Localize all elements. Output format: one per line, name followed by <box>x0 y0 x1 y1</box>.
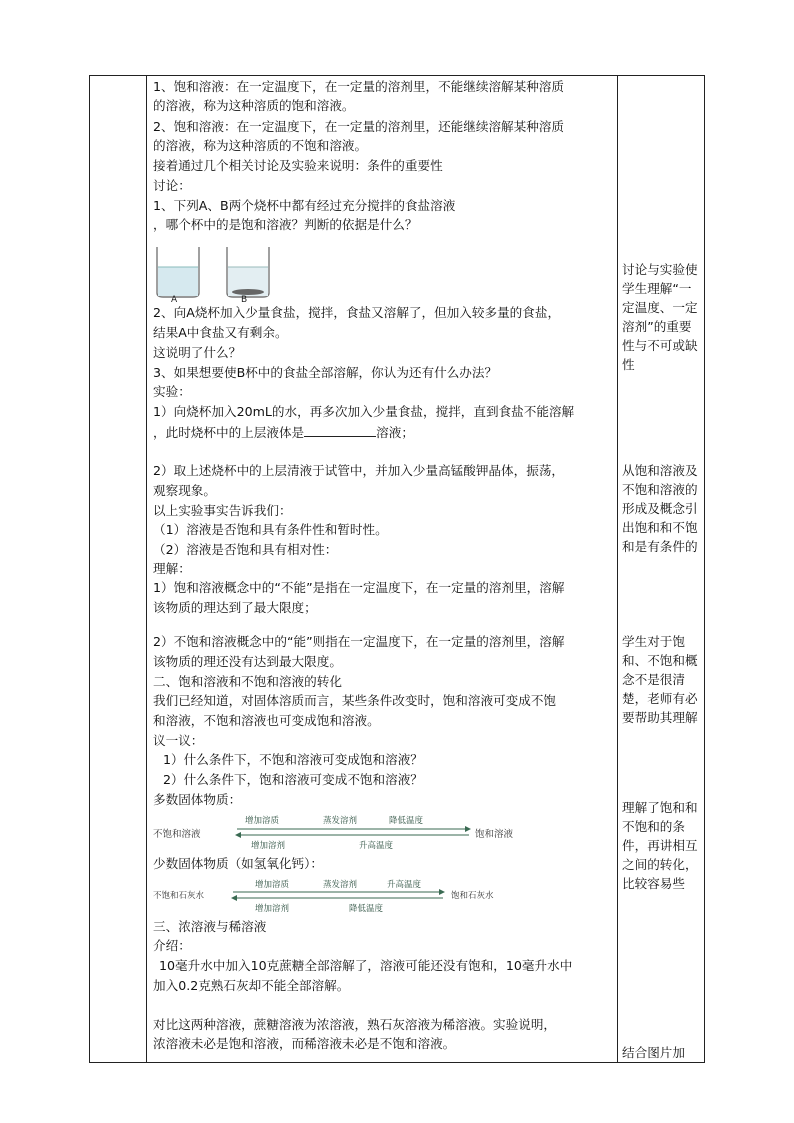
teaching-note: 学生对于饱和、不饱和概念不是很清楚，老师有必要帮助其理解 <box>622 634 698 725</box>
text-line: 加入0.2克熟石灰却不能全部溶解。 <box>153 978 350 993</box>
text-line: 少数固体物质（如氢氧化钙）： <box>153 856 324 871</box>
text-line: （2）溶液是否饱和具有相对性： <box>153 542 338 557</box>
arrow-pair <box>231 889 445 901</box>
text-line: 10毫升水中加入10克蔗糖全部溶解了，溶液可能还没有饱和，10毫升水中 <box>159 958 573 973</box>
lesson-table <box>89 75 705 1063</box>
diagram-left-label: 不饱和溶液 <box>153 829 201 840</box>
text-line: 理解： <box>153 561 191 576</box>
conversion-diagram-2 <box>153 878 533 912</box>
text-line: 2）什么条件下，饱和溶液可变成不饱和溶液？ <box>163 772 423 787</box>
text-line: ，此时烧杯中的上层液体是 溶液； <box>153 425 414 440</box>
text-line: 对比这两种溶液，蔗糖溶液为浓溶液，熟石灰溶液为稀溶液。实验说明， <box>153 1017 556 1032</box>
text-line: 这说明了什么？ <box>153 345 242 360</box>
text-line: ，哪个杯中的是饱和溶液？判断的依据是什么？ <box>153 217 418 232</box>
arrow-label: 增加溶剂 <box>251 841 286 851</box>
text-line: 讨论： <box>153 178 191 193</box>
section-heading: 二、饱和溶液和不饱和溶液的转化 <box>153 674 342 689</box>
arrow-label: 降低温度 <box>389 816 424 826</box>
arrow-label: 蒸发溶剂 <box>323 880 358 890</box>
text-line: 的溶液，称为这种溶质的饱和溶液。 <box>153 98 355 113</box>
arrow-pair <box>235 826 471 838</box>
arrow-label: 升高温度 <box>359 841 394 851</box>
text-line: 3、如果想要使B杯中的食盐全部溶解，你认为还有什么办法？ <box>153 365 498 380</box>
text-line: 观察现象。 <box>153 483 216 498</box>
text-line: 议一议： <box>153 733 204 748</box>
text-line: 该物质的理达到了最大限度； <box>153 600 317 615</box>
diagram-left-label: 不饱和石灰水 <box>153 891 205 901</box>
beaker-b-label: B <box>241 295 248 303</box>
text-line: 以上实验事实告诉我们： <box>153 503 292 518</box>
text-line: 的溶液，称为这种溶质的不饱和溶液。 <box>153 138 368 153</box>
text-line: 介绍： <box>153 938 191 953</box>
text-line: 1）饱和溶液概念中的“不能”是指在一定温度下，在一定量的溶剂里，溶解 <box>153 580 565 595</box>
beaker-a-label: A <box>171 295 178 303</box>
arrow-label: 增加溶质 <box>245 816 280 826</box>
diagram-right-label: 饱和溶液 <box>475 829 514 840</box>
text-line: 该物质的理还没有达到最大限度。 <box>153 654 342 669</box>
beaker-illustration <box>153 241 285 303</box>
arrow-label: 升高温度 <box>387 880 422 890</box>
text-line: 1）什么条件下，不饱和溶液可变成饱和溶液？ <box>163 752 423 767</box>
conversion-diagram-1 <box>153 814 533 850</box>
arrow-label: 增加溶质 <box>255 880 290 890</box>
content-column <box>147 76 618 1063</box>
teaching-note: 结合图片加 <box>622 1045 685 1060</box>
teaching-note: 理解了饱和和不饱和的条件，再讲相互之间的转化，比较容易些 <box>622 800 698 891</box>
text-line: 1）向烧杯加入20mL的水，再多次加入少量食盐，搅拌，直到食盐不能溶解 <box>153 404 575 419</box>
diagram-right-label: 饱和石灰水 <box>451 891 494 901</box>
text-line: 浓溶液未必是饱和溶液，而稀溶液未必是不饱和溶液。 <box>153 1036 456 1051</box>
text-line: 1、下列A、B两个烧杯中都有经过充分搅拌的食盐溶液 <box>153 198 456 213</box>
arrow-label: 降低温度 <box>349 904 384 914</box>
text-line: 接着通过几个相关讨论及实验来说明：条件的重要性 <box>153 158 443 173</box>
text-line: 2、饱和溶液：在一定温度下，在一定量的溶剂里，还能继续溶解某种溶质 <box>153 119 565 134</box>
answer-blank <box>304 424 376 437</box>
text-line: 1、饱和溶液：在一定温度下，在一定量的溶剂里，不能继续溶解某种溶质 <box>153 79 565 94</box>
text-line: 2）不饱和溶液概念中的“能”则指在一定温度下，在一定量的溶剂里，溶解 <box>153 634 565 649</box>
text-line: 2、向A烧杯加入少量食盐，搅拌，食盐又溶解了，但加入较多量的食盐， <box>153 305 561 320</box>
text-line: 我们已经知道，对固体溶质而言，某些条件改变时，饱和溶液可变成不饱 <box>153 693 556 708</box>
teaching-note: 讨论与实验使学生理解“一定温度、一定溶剂”的重要性与不可或缺性 <box>622 262 698 372</box>
text-line: 结果A中食盐又有剩余。 <box>153 325 288 340</box>
text-line: 实验： <box>153 384 191 399</box>
text-line: （1）溶液是否饱和具有条件性和暂时性。 <box>153 522 388 537</box>
teaching-note: 从饱和溶液及不饱和溶液的形成及概念引出饱和和不饱和是有条件的 <box>622 463 698 554</box>
arrow-label: 蒸发溶剂 <box>323 816 358 826</box>
text-line: 2）取上述烧杯中的上层清液于试管中，并加入少量高锰酸钾晶体，振荡， <box>153 463 565 478</box>
left-column <box>90 76 147 1063</box>
arrow-label: 增加溶剂 <box>255 904 290 914</box>
section-heading: 三、浓溶液与稀溶液 <box>153 919 267 934</box>
text-line: 和溶液，不饱和溶液也可变成饱和溶液。 <box>153 713 380 728</box>
text-line: 多数固体物质： <box>153 792 242 807</box>
notes-column <box>618 76 705 1063</box>
